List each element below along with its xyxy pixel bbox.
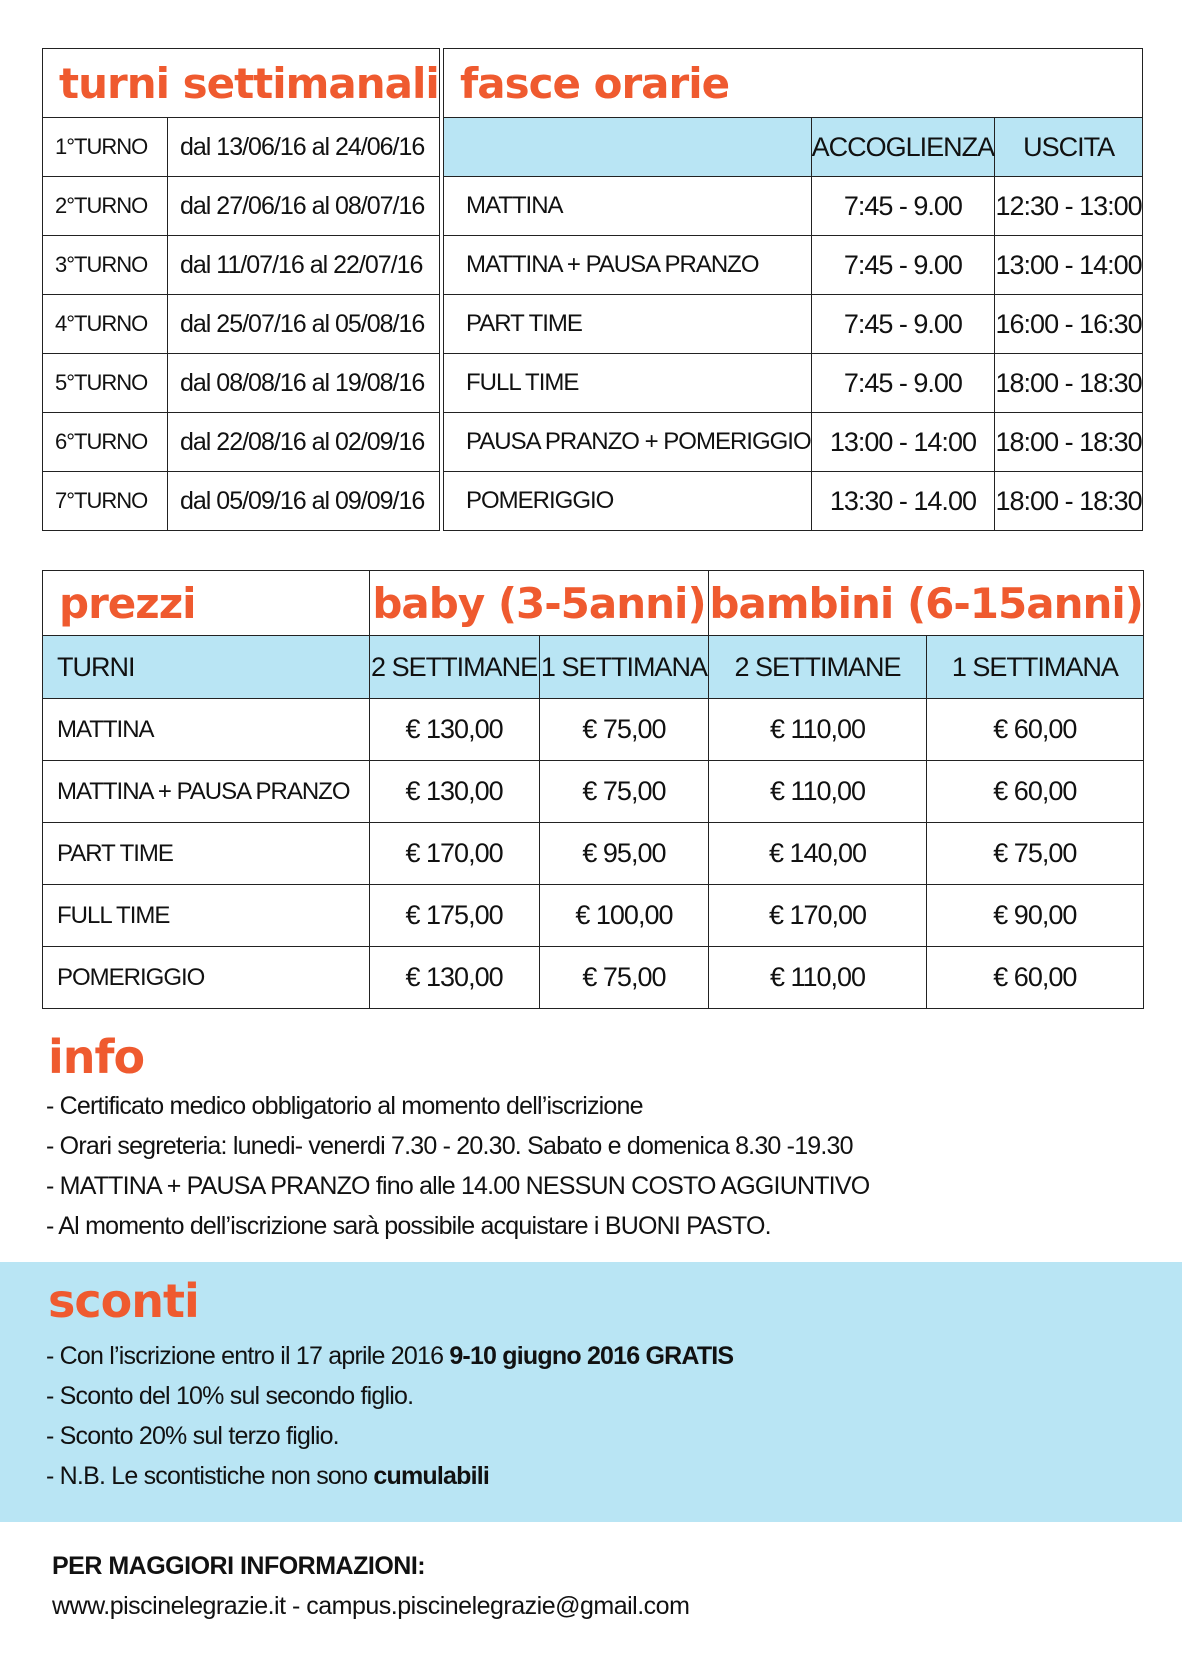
- table-row: [43, 472, 440, 531]
- table-row: [444, 472, 1143, 531]
- price-cell: € 175,00: [369, 885, 539, 947]
- col-accoglienza: ACCOGLIENZA: [811, 118, 995, 177]
- fascia-uscita: 18:00 - 18:30: [995, 472, 1143, 531]
- table-row: [444, 177, 1143, 236]
- fascia-name: MATTINA: [444, 177, 812, 236]
- fascia-name: MATTINA + PAUSA PRANZO: [444, 236, 812, 295]
- sconti-line4-bold: cumulabili: [373, 1462, 490, 1490]
- price-cell: € 110,00: [709, 947, 926, 1009]
- contacts: [52, 1546, 689, 1626]
- prezzi-table: [42, 570, 1144, 1009]
- fascia-uscita: 18:00 - 18:30: [995, 354, 1143, 413]
- turno-label: 3°TURNO: [43, 236, 168, 295]
- list-item: - Al momento dell’iscrizione sarà possibile acquistare i BUONI PASTO.: [46, 1212, 771, 1240]
- price-cell: € 100,00: [539, 885, 709, 947]
- fasce-title: fasce orarie: [444, 49, 1143, 118]
- turno-label: 1°TURNO: [43, 118, 168, 177]
- sconti-title: sconti: [48, 1274, 199, 1328]
- table-row: [43, 823, 1144, 885]
- turno-label: 6°TURNO: [43, 413, 168, 472]
- price-cell: € 130,00: [369, 761, 539, 823]
- fascia-uscita: 16:00 - 16:30: [995, 295, 1143, 354]
- fascia-accoglienza: 7:45 - 9.00: [811, 236, 995, 295]
- table-row: [43, 295, 440, 354]
- price-cell: € 170,00: [369, 823, 539, 885]
- table-row: [444, 236, 1143, 295]
- price-cell: € 60,00: [926, 699, 1143, 761]
- fascia-name: POMERIGGIO: [444, 472, 812, 531]
- contacts-heading: PER MAGGIORI INFORMAZIONI:: [52, 1552, 426, 1580]
- prezzi-title: prezzi: [43, 571, 370, 636]
- fasce-table: [443, 48, 1143, 531]
- turno-label: 4°TURNO: [43, 295, 168, 354]
- sconti-line1-bold: 9-10 giugno 2016 GRATIS: [449, 1342, 734, 1370]
- table-row: [444, 413, 1143, 472]
- turno-dates: dal 27/06/16 al 08/07/16: [168, 177, 440, 236]
- turno-label: 2°TURNO: [43, 177, 168, 236]
- price-cell: € 60,00: [926, 761, 1143, 823]
- prezzo-name: FULL TIME: [43, 885, 370, 947]
- fascia-accoglienza: 7:45 - 9.00: [811, 177, 995, 236]
- turni-title: turni settimanali: [43, 49, 440, 118]
- prezzo-name: PART TIME: [43, 823, 370, 885]
- price-cell: € 95,00: [539, 823, 709, 885]
- col-baby-1-settimana: 1 SETTIMANA: [539, 636, 709, 699]
- fascia-accoglienza: 13:00 - 14:00: [811, 413, 995, 472]
- fascia-uscita: 18:00 - 18:30: [995, 413, 1143, 472]
- group-baby: baby (3-5anni): [369, 571, 709, 636]
- table-row: [43, 947, 1144, 1009]
- sconti-line1-text: - Con l’iscrizione entro il 17 aprile 2016: [46, 1342, 450, 1370]
- price-cell: € 75,00: [926, 823, 1143, 885]
- table-row: [444, 354, 1143, 413]
- prezzo-name: MATTINA: [43, 699, 370, 761]
- col-turni: TURNI: [43, 636, 370, 699]
- fascia-name: PAUSA PRANZO + POMERIGGIO: [444, 413, 812, 472]
- table-row: [444, 295, 1143, 354]
- price-cell: € 60,00: [926, 947, 1143, 1009]
- sconti-line4-text: - N.B. Le scontistiche non sono: [46, 1462, 374, 1490]
- price-cell: € 75,00: [539, 699, 709, 761]
- list-item: - Orari segreteria: lunedi- venerdi 7.30 - 20.30. Sabato e domenica 8.30 -19.30: [46, 1132, 853, 1160]
- prezzo-name: POMERIGGIO: [43, 947, 370, 1009]
- group-bambini: bambini (6-15anni): [709, 571, 1144, 636]
- fascia-name: FULL TIME: [444, 354, 812, 413]
- fascia-uscita: 12:30 - 13:00: [995, 177, 1143, 236]
- price-cell: € 130,00: [369, 947, 539, 1009]
- list-item: - Sconto 20% sul terzo figlio.: [46, 1422, 339, 1450]
- turno-dates: dal 13/06/16 al 24/06/16: [168, 118, 440, 177]
- list-item: [46, 1336, 733, 1376]
- col-baby-2-settimane: 2 SETTIMANE: [369, 636, 539, 699]
- table-row: [43, 699, 1144, 761]
- table-row: [43, 177, 440, 236]
- table-row: [43, 354, 440, 413]
- fasce-header-row: [444, 118, 1143, 177]
- prezzi-header-row: [43, 636, 1144, 699]
- table-row: [43, 413, 440, 472]
- table-row: [43, 118, 440, 177]
- sconti-list: [46, 1336, 733, 1496]
- list-item: - MATTINA + PAUSA PRANZO fino alle 14.00 NESSUN COSTO AGGIUNTIVO: [46, 1172, 870, 1200]
- price-cell: € 170,00: [709, 885, 926, 947]
- col-bambini-2-settimane: 2 SETTIMANE: [709, 636, 926, 699]
- table-row: [43, 236, 440, 295]
- fascia-accoglienza: 13:30 - 14.00: [811, 472, 995, 531]
- price-cell: € 75,00: [539, 761, 709, 823]
- turno-dates: dal 22/08/16 al 02/09/16: [168, 413, 440, 472]
- turni-table: [42, 48, 440, 531]
- turno-label: 7°TURNO: [43, 472, 168, 531]
- table-row: [43, 761, 1144, 823]
- turno-dates: dal 05/09/16 al 09/09/16: [168, 472, 440, 531]
- prezzo-name: MATTINA + PAUSA PRANZO: [43, 761, 370, 823]
- price-cell: € 140,00: [709, 823, 926, 885]
- price-cell: € 110,00: [709, 699, 926, 761]
- fasce-header-empty: [444, 118, 812, 177]
- list-item: - Certificato medico obbligatorio al momento dell’iscrizione: [46, 1092, 643, 1120]
- price-cell: € 110,00: [709, 761, 926, 823]
- turno-label: 5°TURNO: [43, 354, 168, 413]
- price-cell: € 130,00: [369, 699, 539, 761]
- price-cell: € 90,00: [926, 885, 1143, 947]
- price-cell: € 75,00: [539, 947, 709, 1009]
- list-item: [46, 1456, 733, 1496]
- info-title: info: [48, 1030, 145, 1084]
- list-item: - Sconto del 10% sul secondo figlio.: [46, 1382, 414, 1410]
- col-uscita: USCITA: [995, 118, 1143, 177]
- col-bambini-1-settimana: 1 SETTIMANA: [926, 636, 1143, 699]
- contacts-line: www.piscinelegrazie.it - campus.piscinelegrazie@gmail.com: [52, 1592, 690, 1620]
- fascia-name: PART TIME: [444, 295, 812, 354]
- table-row: [43, 885, 1144, 947]
- fascia-accoglienza: 7:45 - 9.00: [811, 295, 995, 354]
- turno-dates: dal 25/07/16 al 05/08/16: [168, 295, 440, 354]
- info-list: [46, 1086, 869, 1246]
- fascia-accoglienza: 7:45 - 9.00: [811, 354, 995, 413]
- fascia-uscita: 13:00 - 14:00: [995, 236, 1143, 295]
- turno-dates: dal 11/07/16 al 22/07/16: [168, 236, 440, 295]
- turno-dates: dal 08/08/16 al 19/08/16: [168, 354, 440, 413]
